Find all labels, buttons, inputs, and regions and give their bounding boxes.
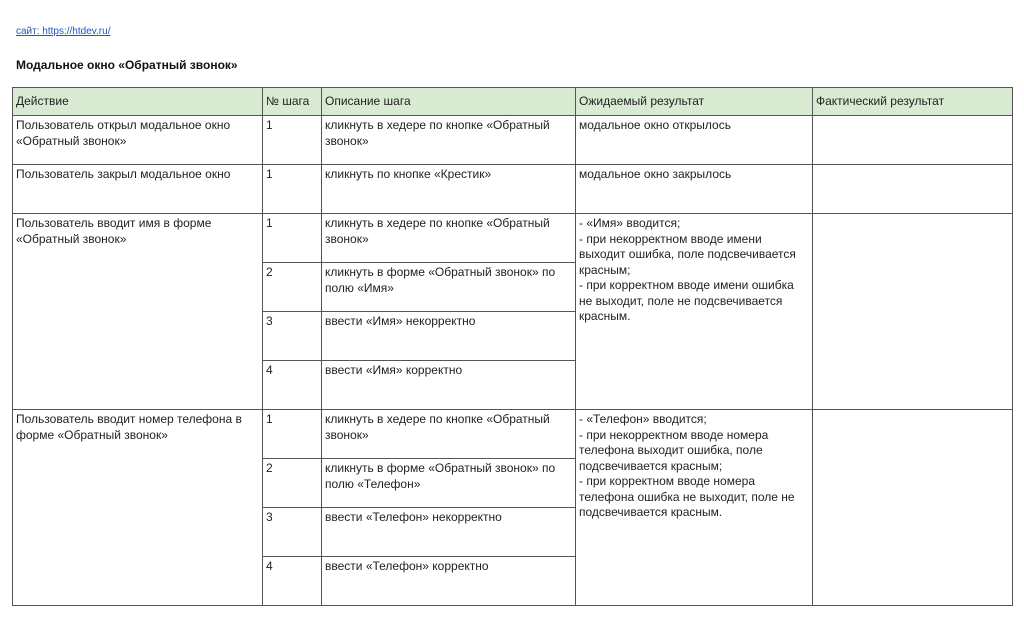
header-step-number: № шага [263,88,322,116]
actual-result-cell[interactable] [813,116,1013,165]
step-number-cell: 2 [263,459,322,508]
step-description-cell: кликнуть в хедере по кнопке «Обратный звонок» [322,116,576,165]
table-row [13,165,1013,214]
step-number-cell: 3 [263,508,322,557]
expected-result-cell: модальное окно закрылось [576,165,813,214]
header-action: Действие [13,88,263,116]
step-number-cell: 1 [263,165,322,214]
step-number-cell: 4 [263,557,322,606]
step-number-cell: 1 [263,116,322,165]
action-cell: Пользователь открыл модальное окно «Обратный звонок» [13,116,263,165]
step-description-cell: кликнуть по кнопке «Крестик» [322,165,576,214]
step-description-cell: ввести «Имя» корректно [322,361,576,410]
header-actual-result: Фактический результат [813,88,1013,116]
step-number-cell: 2 [263,263,322,312]
step-description-cell: ввести «Телефон» корректно [322,557,576,606]
expected-result-cell: - «Имя» вводится; - при некорректном вводе имени выходит ошибка, поле подсвечивается красным; - при корректном вводе имени ошибка не выходит, поле не подсвечивается красным. [576,214,813,410]
test-case-table [12,87,1013,606]
actual-result-cell[interactable] [813,214,1013,410]
step-number-cell: 1 [263,214,322,263]
action-cell: Пользователь закрыл модальное окно [13,165,263,214]
actual-result-cell[interactable] [813,165,1013,214]
step-number-cell: 1 [263,410,322,459]
table-row [13,214,1013,263]
header-step-description: Описание шага [322,88,576,116]
step-description-cell: ввести «Имя» некорректно [322,312,576,361]
table-header-row [13,88,1013,116]
expected-result-cell: - «Телефон» вводится; - при некорректном вводе номера телефона выходит ошибка, поле подсвечивается красным; - при корректном вводе номера телефона ошибка не выходит, поле не подсвечивается красным. [576,410,813,606]
expected-result-cell: модальное окно открылось [576,116,813,165]
step-description-cell: кликнуть в форме «Обратный звонок» по полю «Телефон» [322,459,576,508]
step-number-cell: 4 [263,361,322,410]
table-row [13,116,1013,165]
step-description-cell: кликнуть в хедере по кнопке «Обратный звонок» [322,410,576,459]
actual-result-cell[interactable] [813,410,1013,606]
action-cell: Пользователь вводит номер телефона в форме «Обратный звонок» [13,410,263,606]
site-link[interactable]: сайт: https://htdev.ru/ [16,26,111,37]
step-number-cell: 3 [263,312,322,361]
table-row [13,410,1013,459]
action-cell: Пользователь вводит имя в форме «Обратный звонок» [13,214,263,410]
step-description-cell: ввести «Телефон» некорректно [322,508,576,557]
header-expected-result: Ожидаемый результат [576,88,813,116]
step-description-cell: кликнуть в хедере по кнопке «Обратный звонок» [322,214,576,263]
document-title: Модальное окно «Обратный звонок» [16,58,238,72]
step-description-cell: кликнуть в форме «Обратный звонок» по полю «Имя» [322,263,576,312]
